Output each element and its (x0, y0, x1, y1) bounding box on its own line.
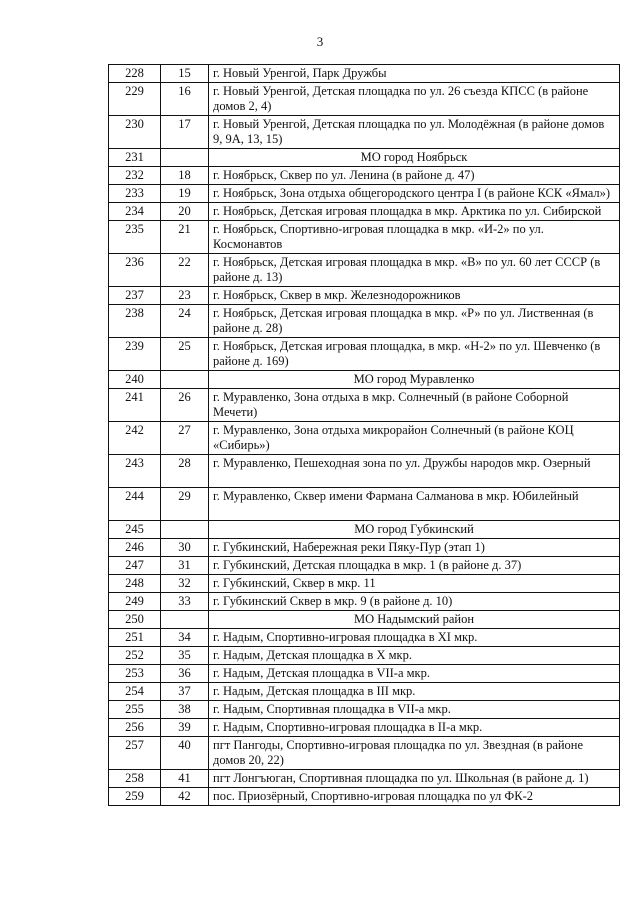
table-row (109, 488, 620, 521)
sub-number: 39 (161, 719, 209, 737)
sub-number: 29 (161, 488, 209, 521)
section-row (109, 371, 620, 389)
row-number: 239 (109, 338, 161, 371)
empty-cell (161, 371, 209, 389)
site-description: г. Ноябрьск, Зона отдыха общегородского центра I (в районе КСК «Ямал») (209, 185, 620, 203)
row-number: 241 (109, 389, 161, 422)
site-description: г. Новый Уренгой, Парк Дружбы (209, 65, 620, 83)
site-description: пгт Лонгъюган, Спортивная площадка по ул. Школьная (в районе д. 1) (209, 770, 620, 788)
table-row (109, 65, 620, 83)
site-description: г. Муравленко, Зона отдыха микрорайон Солнечный (в районе КОЦ «Сибирь») (209, 422, 620, 455)
site-description: пгт Пангоды, Спортивно-игровая площадка по ул. Звездная (в районе домов 20, 22) (209, 737, 620, 770)
row-number: 249 (109, 593, 161, 611)
row-number: 258 (109, 770, 161, 788)
row-number: 248 (109, 575, 161, 593)
empty-cell (161, 521, 209, 539)
table-row (109, 305, 620, 338)
row-number: 252 (109, 647, 161, 665)
site-description: г. Муравленко, Сквер имени Фармана Салманова в мкр. Юбилейный (209, 488, 620, 521)
sub-number: 31 (161, 557, 209, 575)
table-row (109, 167, 620, 185)
row-number: 231 (109, 149, 161, 167)
row-number: 232 (109, 167, 161, 185)
row-number: 255 (109, 701, 161, 719)
section-title: МО город Губкинский (209, 521, 620, 539)
table-row (109, 557, 620, 575)
section-row (109, 611, 620, 629)
sub-number: 32 (161, 575, 209, 593)
table-row (109, 539, 620, 557)
row-number: 229 (109, 83, 161, 116)
table-row (109, 593, 620, 611)
sub-number: 38 (161, 701, 209, 719)
section-title: МО Надымский район (209, 611, 620, 629)
table-row (109, 575, 620, 593)
site-description: г. Ноябрьск, Сквер в мкр. Железнодорожников (209, 287, 620, 305)
sub-number: 33 (161, 593, 209, 611)
sub-number: 41 (161, 770, 209, 788)
sub-number: 23 (161, 287, 209, 305)
row-number: 245 (109, 521, 161, 539)
row-number: 236 (109, 254, 161, 287)
row-number: 242 (109, 422, 161, 455)
site-description: г. Муравленко, Пешеходная зона по ул. Дружбы народов мкр. Озерный (209, 455, 620, 488)
site-description: г. Ноябрьск, Детская игровая площадка в мкр. «Р» по ул. Лиственная (в районе д. 28) (209, 305, 620, 338)
empty-cell (161, 149, 209, 167)
table-row (109, 338, 620, 371)
page-number: 3 (316, 34, 324, 49)
site-description: г. Надым, Спортивная площадка в VII-а мкр. (209, 701, 620, 719)
site-description: г. Надым, Спортивно-игровая площадка в II-а мкр. (209, 719, 620, 737)
row-number: 254 (109, 683, 161, 701)
site-description: г. Ноябрьск, Детская игровая площадка, в мкр. «Н-2» по ул. Шевченко (в районе д. 169) (209, 338, 620, 371)
site-description: г. Надым, Детская площадка в III мкр. (209, 683, 620, 701)
row-number: 238 (109, 305, 161, 338)
table-row (109, 719, 620, 737)
site-description: г. Ноябрьск, Детская игровая площадка в мкр. «В» по ул. 60 лет СССР (в районе д. 13) (209, 254, 620, 287)
section-title: МО город Ноябрьск (209, 149, 620, 167)
row-number: 230 (109, 116, 161, 149)
site-description: г. Губкинский Сквер в мкр. 9 (в районе д. 10) (209, 593, 620, 611)
table-row (109, 254, 620, 287)
row-number: 256 (109, 719, 161, 737)
sub-number: 19 (161, 185, 209, 203)
table-row (109, 629, 620, 647)
sub-number: 25 (161, 338, 209, 371)
sub-number: 42 (161, 788, 209, 806)
row-number: 253 (109, 665, 161, 683)
sub-number: 26 (161, 389, 209, 422)
sub-number: 28 (161, 455, 209, 488)
row-number: 251 (109, 629, 161, 647)
table-row (109, 221, 620, 254)
site-description: г. Новый Уренгой, Детская площадка по ул. 26 съезда КПСС (в районе домов 2, 4) (209, 83, 620, 116)
sub-number: 24 (161, 305, 209, 338)
empty-cell (161, 611, 209, 629)
row-number: 259 (109, 788, 161, 806)
section-title: МО город Муравленко (209, 371, 620, 389)
sub-number: 40 (161, 737, 209, 770)
site-description: г. Надым, Детская площадка в X мкр. (209, 647, 620, 665)
table-row (109, 737, 620, 770)
row-number: 234 (109, 203, 161, 221)
sub-number: 21 (161, 221, 209, 254)
row-number: 250 (109, 611, 161, 629)
sub-number: 17 (161, 116, 209, 149)
table-row (109, 770, 620, 788)
row-number: 243 (109, 455, 161, 488)
row-number: 233 (109, 185, 161, 203)
table-row (109, 665, 620, 683)
site-description: г. Ноябрьск, Спортивно-игровая площадка в мкр. «И-2» по ул. Космонавтов (209, 221, 620, 254)
site-description: г. Губкинский, Детская площадка в мкр. 1 (в районе д. 37) (209, 557, 620, 575)
site-description: пос. Приозёрный, Спортивно-игровая площадка по ул ФК-2 (209, 788, 620, 806)
table-row (109, 422, 620, 455)
sub-number: 37 (161, 683, 209, 701)
section-row (109, 149, 620, 167)
sub-number: 35 (161, 647, 209, 665)
table-row (109, 287, 620, 305)
sub-number: 16 (161, 83, 209, 116)
sub-number: 36 (161, 665, 209, 683)
row-number: 235 (109, 221, 161, 254)
table-row (109, 647, 620, 665)
row-number: 244 (109, 488, 161, 521)
sub-number: 27 (161, 422, 209, 455)
sub-number: 30 (161, 539, 209, 557)
row-number: 257 (109, 737, 161, 770)
sub-number: 34 (161, 629, 209, 647)
table-row (109, 701, 620, 719)
site-description: г. Губкинский, Сквер в мкр. 11 (209, 575, 620, 593)
sites-table (108, 64, 620, 806)
row-number: 246 (109, 539, 161, 557)
site-description: г. Надым, Детская площадка в VII-а мкр. (209, 665, 620, 683)
site-description: г. Новый Уренгой, Детская площадка по ул. Молодёжная (в районе домов 9, 9А, 13, 15) (209, 116, 620, 149)
site-description: г. Надым, Спортивно-игровая площадка в XI мкр. (209, 629, 620, 647)
table-row (109, 83, 620, 116)
table-row (109, 455, 620, 488)
sub-number: 22 (161, 254, 209, 287)
section-row (109, 521, 620, 539)
row-number: 237 (109, 287, 161, 305)
sub-number: 20 (161, 203, 209, 221)
site-description: г. Губкинский, Набережная реки Пяку-Пур (этап 1) (209, 539, 620, 557)
row-number: 247 (109, 557, 161, 575)
sub-number: 18 (161, 167, 209, 185)
table-row (109, 116, 620, 149)
table-row (109, 683, 620, 701)
table-row (109, 389, 620, 422)
sub-number: 15 (161, 65, 209, 83)
table-row (109, 203, 620, 221)
site-description: г. Ноябрьск, Детская игровая площадка в мкр. Арктика по ул. Сибирской (209, 203, 620, 221)
site-description: г. Ноябрьск, Сквер по ул. Ленина (в районе д. 47) (209, 167, 620, 185)
table-row (109, 185, 620, 203)
table-row (109, 788, 620, 806)
site-description: г. Муравленко, Зона отдыха в мкр. Солнечный (в районе Соборной Мечети) (209, 389, 620, 422)
row-number: 228 (109, 65, 161, 83)
sites-table-body (109, 65, 620, 806)
row-number: 240 (109, 371, 161, 389)
